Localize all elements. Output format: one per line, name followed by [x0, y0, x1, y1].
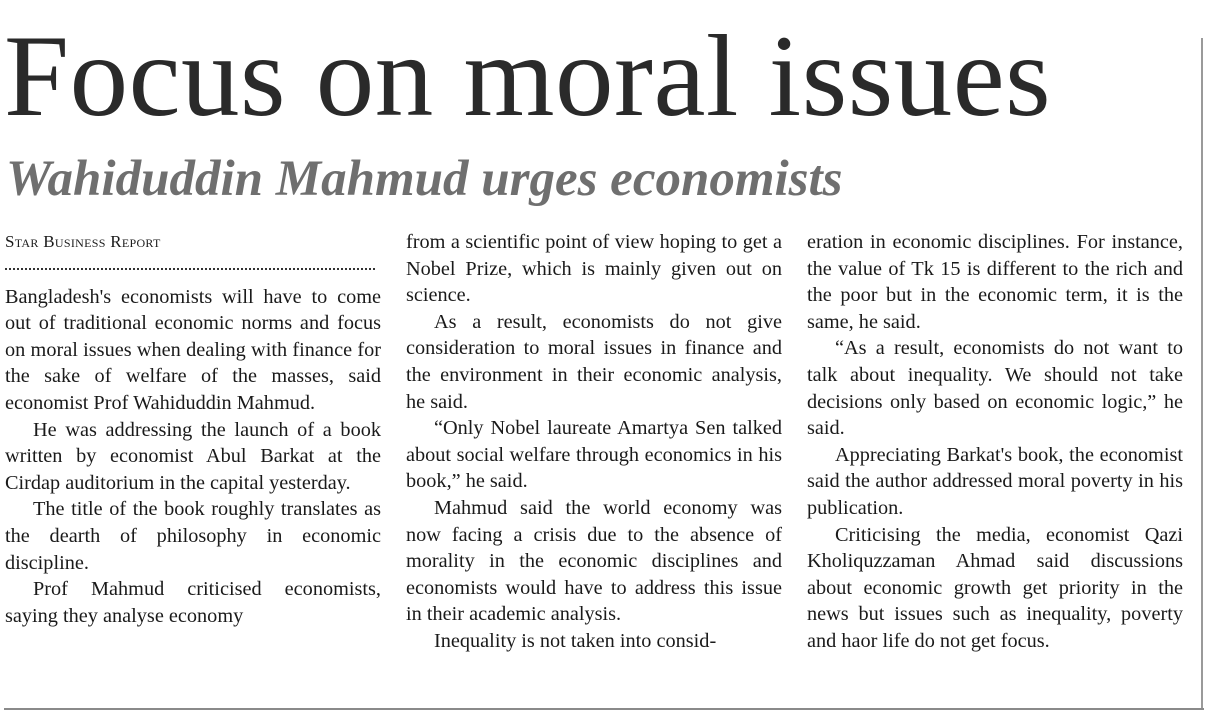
paragraph: Prof Mahmud criticised economists, saying they analyse economy	[5, 578, 381, 627]
bottom-rule	[4, 708, 1204, 710]
paragraph: Mahmud said the world economy was now facing a crisis due to the absence of morality in the economic disciplines and economists would have to address this issue in their academic analysis.	[406, 496, 782, 626]
paragraph: eration in economic disciplines. For instance, the value of Tk 15 is different to the rich and the poor but in the economic term, it is the same, he said.	[807, 231, 1183, 333]
byline-divider	[5, 256, 375, 270]
paragraph: Bangladesh's economists will have to come out of traditional economic norms and focus on moral issues when dealing with finance for the sake of welfare of the masses, said economist Prof Wahiduddin Mahmud.	[5, 285, 381, 414]
article-column-2	[406, 229, 782, 655]
paragraph: “Only Nobel laureate Amartya Sen talked about social welfare through economics in his book,” he said.	[406, 417, 782, 493]
subheadline: Wahiduddin Mahmud urges economists	[6, 151, 843, 207]
article-column-1	[5, 229, 381, 629]
headline: Focus on moral issues	[4, 12, 1052, 141]
paragraph: The title of the book roughly translates as the dearth of philosophy in economic discipline.	[5, 498, 381, 574]
paragraph: from a scientific point of view hoping to get a Nobel Prize, which is mainly given out on science.	[406, 231, 782, 307]
article-column-3	[807, 229, 1183, 655]
paragraph: Criticising the media, economist Qazi Kholiquzzaman Ahmad said discussions about economic growth get priority in the news but issues such as inequality, poverty and haor life do not get focus.	[807, 523, 1183, 652]
paragraph: “As a result, economists do not want to talk about inequality. We should not take decisions only based on economic logic,” he said.	[807, 337, 1183, 440]
paragraph: As a result, economists do not give consideration to moral issues in finance and the environment in their economic analysis, he said.	[406, 310, 782, 413]
paragraph: He was addressing the launch of a book written by economist Abul Barkat at the Cirdap auditorium in the capital yesterday.	[5, 418, 381, 494]
paragraph: Appreciating Barkat's book, the economist said the author addressed moral poverty in his publication.	[807, 443, 1183, 519]
paragraph: Inequality is not taken into consid-	[434, 629, 717, 652]
column-rule	[1201, 38, 1203, 708]
byline: Star Business Report	[5, 232, 161, 251]
